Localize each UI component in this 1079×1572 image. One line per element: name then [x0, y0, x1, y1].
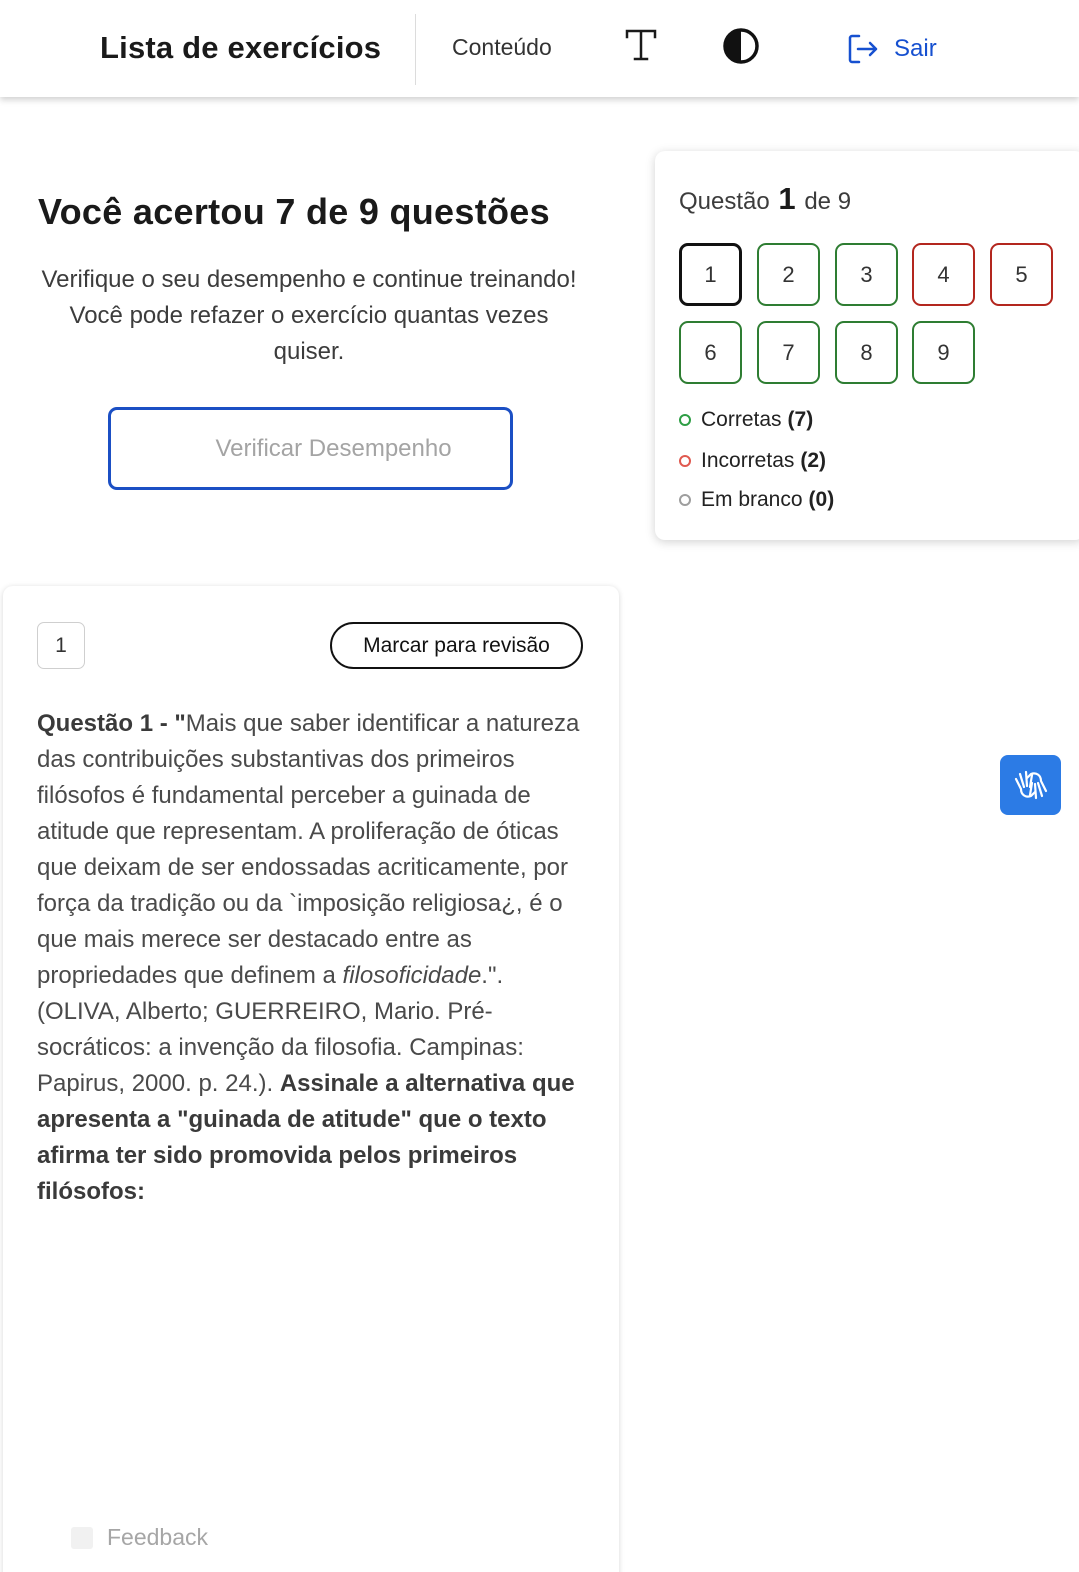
question-navigator	[655, 151, 1079, 540]
logout-icon	[846, 32, 880, 66]
legend-correct: Corretas (7)	[679, 408, 813, 432]
question-prompt: Assinale a alternativa que apresenta a "guinada de atitude" que o texto afirma ter sido promovida pelos primeiros filósofos:	[37, 1070, 575, 1205]
sign-language-icon	[1011, 765, 1051, 805]
page-title: Lista de exercícios	[100, 30, 382, 65]
question-button[interactable]: 6	[679, 321, 742, 384]
question-button[interactable]: 1	[679, 243, 742, 306]
question-number-badge: 1	[37, 622, 85, 669]
question-button[interactable]: 4	[912, 243, 975, 306]
contrast-icon[interactable]	[722, 27, 760, 65]
question-button[interactable]: 8	[835, 321, 898, 384]
legend-incorrect: Incorretas (2)	[679, 449, 826, 473]
top-bar	[0, 0, 1079, 97]
navigator-heading: Questão 1 de 9	[679, 181, 852, 216]
current-question-number: 1	[778, 181, 796, 216]
question-button[interactable]: 2	[757, 243, 820, 306]
feedback-toggle[interactable]	[71, 1524, 208, 1551]
question-button[interactable]: 5	[990, 243, 1053, 306]
incorrect-dot-icon	[679, 455, 691, 467]
blank-dot-icon	[679, 494, 691, 506]
header-divider	[415, 14, 416, 85]
feedback-checkbox[interactable]	[71, 1527, 93, 1549]
result-title: Você acertou 7 de 9 questões	[38, 191, 550, 232]
question-button[interactable]: 9	[912, 321, 975, 384]
question-heading: Questão 1 -	[37, 710, 175, 737]
font-size-icon[interactable]	[624, 26, 658, 64]
feedback-label: Feedback	[107, 1524, 209, 1550]
logout-label: Sair	[894, 35, 937, 62]
question-card	[3, 586, 619, 1572]
question-button[interactable]: 7	[757, 321, 820, 384]
verify-performance-button[interactable]: Verificar Desempenho	[108, 407, 513, 490]
question-button[interactable]: 3	[835, 243, 898, 306]
result-description: Verifique o seu desempenho e continue treinando! Você pode refazer o exercício quantas vezes quiser.	[41, 266, 577, 365]
mark-for-review-button[interactable]: Marcar para revisão	[330, 622, 583, 669]
legend-blank: Em branco (0)	[679, 488, 834, 512]
correct-dot-icon	[679, 414, 691, 426]
logout-button[interactable]	[846, 30, 937, 68]
sign-language-button[interactable]	[1000, 755, 1061, 815]
question-statement: Questão 1 - "Mais que saber identificar a natureza das contribuições substantivas dos primeiros filósofos é fundamental perceber a guinada de atitude que representam. A proliferação de óticas que deixam de ser endossadas acriticamente, por força da tradição ou da `imposição religiosa¿, é o que mais merece ser destacado entre as propriedades que definem a filosoficidade.". (OLIVA, Alberto; GUERREIRO, Mario. Pré-socráticos: a invenção da filosofia. Campinas: Papirus, 2000. p. 24.). Assinale a alternativa que apresenta a "guinada de atitude" que o texto afirma ter sido promovida pelos primeiros filósofos:	[37, 710, 580, 1205]
content-link[interactable]: Conteúdo	[452, 34, 552, 60]
